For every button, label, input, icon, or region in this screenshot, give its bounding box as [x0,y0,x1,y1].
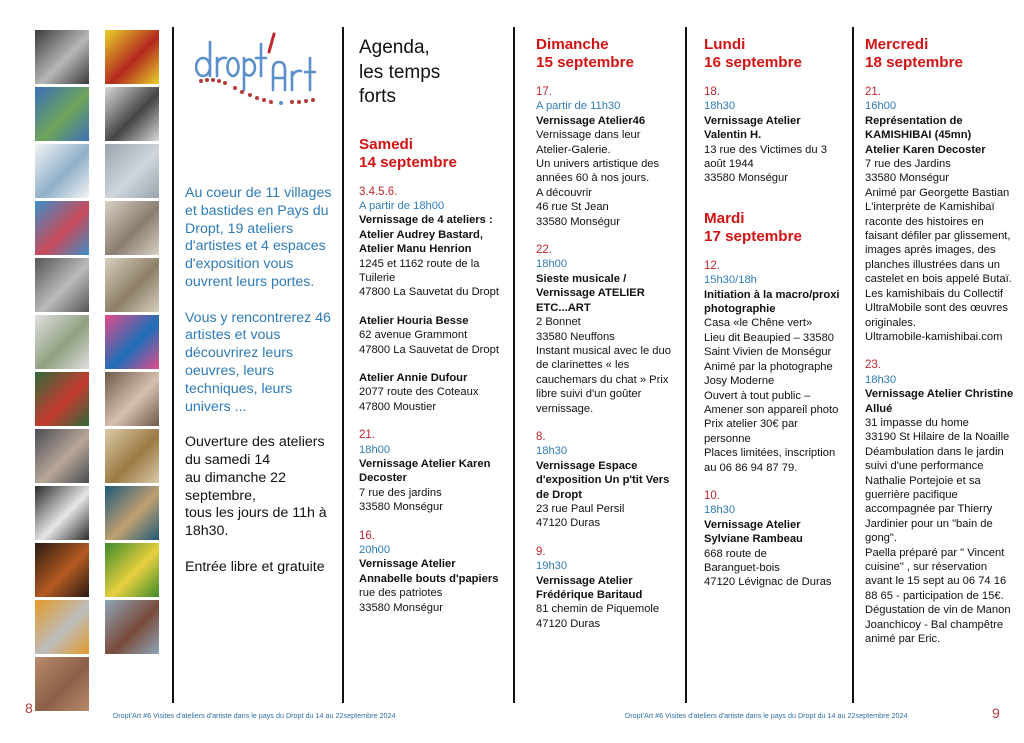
day-heading-line: 14 septembre [359,153,457,171]
event-number: 21. [865,86,881,98]
page-number-left: 8 [25,700,33,716]
event-number: 22. [536,244,552,257]
event-detail: 47120 Lévignac de Duras [704,576,832,589]
event-detail: août 1944 [704,158,754,171]
event-title: Vernissage Atelier [704,114,801,127]
event-entry [865,358,1024,646]
thumb-green-red-painting [35,372,89,426]
column-divider [172,27,174,703]
day-heading [536,36,686,72]
event-entry [704,85,852,186]
event-detail: Baranguet-bois [704,561,780,574]
day-heading [704,36,852,72]
event-detail: au 06 86 94 87 79. [704,461,798,474]
event-detail: planches illustrées dans un [865,258,1000,271]
event-time: 20h00 [359,544,391,557]
footer-caption-right: Dropt'Art #6 Visites d'ateliers d'artiste dans le pays du Dropt du 14 au 22septembre 2024 [625,711,908,720]
event-time: A partir de 11h30 [536,100,621,113]
thumb-wood-carving [35,657,89,711]
event-detail: Un univers artistique des [536,158,660,171]
opening-hours-line: 18h30. [185,523,229,540]
event-detail: Dégustation de vin de Manon [865,604,1011,617]
event-title: Initiation à la macro/proxi [704,288,840,301]
event-title: ETC...ART [536,301,591,314]
event-detail: 2077 route des Coteaux [359,386,479,399]
event-detail: suivi d'une performance [865,460,984,473]
event-detail: 47800 La Sauvetat du Dropt [359,286,499,299]
event-title: Atelier Manu Henrion [359,243,472,256]
opening-hours-line: du samedi 14 [185,451,271,468]
event-detail: 31 impasse du home [865,416,969,429]
event-entry [536,430,686,531]
day-monday [704,36,852,186]
thumb-bw-lace [35,486,89,540]
event-time: A partir de 18h00 [359,199,445,212]
event-entry [536,85,686,229]
droptart-logo [195,28,325,108]
event-detail: 13 rue des Victimes du 3 [704,143,827,156]
event-number: 17. [536,86,552,98]
agenda-title-line: Agenda, [359,37,430,58]
day-heading-line: 15 septembre [536,54,634,71]
event-detail: 46 rue St Jean [536,201,609,214]
event-entry [704,259,852,475]
event-detail: faisant défiler par glissement, [865,230,1011,243]
day-heading [359,136,509,172]
event-detail: Ultramobile-kamishibai.com [865,330,1003,343]
thumb-bridge [35,429,89,483]
thumb-colorful-abstract [35,201,89,255]
thumb-dark-interior [35,543,89,597]
event-detail: vernissage. [536,402,594,415]
event-entry [359,428,509,514]
intro-paragraph-1: Au coeur de 11 villages et bastides en Pays du Dropt, 19 ateliers d'artistes et 4 espaces d'exposition vous ouvrent leurs portes. [185,185,332,290]
event-title: Vernissage Atelier [536,574,633,587]
event-number: 23. [865,359,881,372]
intro-text [185,185,340,594]
event-title: Vernissage Atelier Christine [865,388,1014,401]
event-detail: 7 rue des jardins [359,486,442,499]
event-detail: avant le 15 sept au 06 74 16 [865,575,1007,588]
event-detail: gong". [865,532,897,545]
thumb-blue-tray [105,486,159,540]
event-detail: 47120 Duras [536,617,601,630]
column-divider [513,27,515,703]
thumb-blue-forest [35,87,89,141]
event-number: 10. [704,489,720,502]
event-entry [359,371,509,414]
event-detail: années 60 à nos jours. [536,172,650,185]
intro-paragraph-2: Vous y rencontrerez 46 artistes et vous découvrirez leurs oeuvres, leurs techniques, leurs univers ... [185,309,331,415]
event-title: Allué [865,402,893,415]
event-detail: originales. [865,316,916,329]
event-entry [704,489,852,590]
event-detail: raconte des histoires en [865,215,984,228]
agenda-column-wednesday [865,36,1024,660]
event-time: 18h30 [536,445,568,458]
agenda-column-saturday [359,36,509,629]
event-time: 15h30/18h [704,274,757,287]
day-heading [704,210,852,246]
thumb-boxes [105,372,159,426]
day-tuesday [704,210,852,590]
event-detail: UltraMobile sont des œuvres [865,302,1009,315]
thumb-grey-tree [105,144,159,198]
event-detail: Lieu dit Beaupied – 33580 [704,331,835,344]
event-detail: 62 avenue Grammont [359,329,468,342]
event-detail: 33580 Monségur [536,215,620,228]
event-title: Vernissage de 4 ateliers : [359,214,493,227]
day-wednesday [865,36,1024,646]
thumb-orange-landscape [35,600,89,654]
event-time: 18h30 [704,504,736,517]
event-title: Vernissage Espace [536,459,638,472]
agenda-column-sunday [536,36,686,645]
event-detail: 33580 Monségur [865,172,949,185]
column-divider [852,27,854,703]
event-detail: Jardinier pour un "bain de [865,517,993,530]
event-detail: 33580 Monségur [359,601,443,614]
event-title: Valentin H. [704,129,762,142]
thumb-portrait [105,600,159,654]
event-number: 16. [359,529,375,542]
event-detail: L'interprète de Kamishibaï [865,201,995,214]
event-title: photographie [704,303,776,316]
event-detail: Vernissage dans leur [536,129,641,142]
thumb-kaxu-robot [105,87,159,141]
page-number-right: 9 [992,705,1000,721]
event-detail: cauchemars du chat » Prix [536,373,669,386]
event-entry [536,243,686,416]
thumb-gold-pattern [105,429,159,483]
event-title: Atelier Annie Dufour [359,371,468,384]
event-title: Sieste musicale / [536,272,627,285]
event-number: 21. [359,429,375,442]
event-title: Atelier Houria Besse [359,314,469,327]
event-time: 19h30 [536,560,568,573]
column-divider [342,27,344,703]
event-detail: castelet en bois appelé Butaï. [865,273,1012,286]
event-detail: Instant musical avec le duo [536,344,671,357]
event-detail: personne [704,432,751,445]
day-heading-line: 18 septembre [865,54,963,71]
day-heading-line: Samedi [359,135,414,153]
agenda-title-line: les temps [359,61,441,83]
event-title: Atelier Audrey Bastard, [359,228,483,241]
event-time: 18h00 [536,258,568,271]
agenda-title-line: forts [359,86,396,107]
free-entry-note: Entrée libre et gratuite [185,558,325,575]
event-detail: 2 Bonnet [536,316,581,329]
thumb-green-square [105,543,159,597]
event-detail: 668 route de [704,547,767,560]
event-detail: Animé par Georgette Bastian [865,186,1010,199]
day-heading-line: Lundi [704,36,746,53]
event-detail: Paella préparé par " Vincent [865,546,1005,559]
event-entry [359,314,509,357]
event-detail: Amener son appareil photo [704,403,839,416]
event-detail: 33580 Monségur [359,501,443,514]
event-detail: Nathalie Portejoie et sa [865,474,981,487]
event-detail: 47800 Moustier [359,400,437,413]
thumb-pop-pattern [105,315,159,369]
event-detail: Tuilerie [359,271,396,284]
thumb-grey-figures [35,30,89,84]
event-title: Atelier Karen Decoster [865,143,986,156]
thumb-stone-sculpture [105,258,159,312]
event-number: 3.4.5.6. [359,185,398,198]
event-detail: Atelier-Galerie. [536,143,611,156]
event-entry [536,545,686,631]
event-detail: libre suivi d'un goûter [536,388,642,401]
event-time: 18h00 [359,443,391,456]
event-title: Frédérique Baritaud [536,589,643,601]
event-detail: 7 rue des Jardins [865,158,951,171]
event-number: 18. [704,86,720,98]
opening-hours-line: septembre, [185,487,256,504]
event-detail: animé par Eric. [865,633,941,646]
event-title: KAMISHIBAI (45mn) [865,129,972,142]
event-number: 8. [536,430,546,443]
event-detail: Animé par la photographe [704,360,833,373]
event-detail: Saint Vivien de Monségur [704,346,832,359]
day-heading-line: Dimanche [536,36,609,53]
event-title: Vernissage ATELIER [536,287,645,300]
thumb-misty-tree [35,315,89,369]
event-detail: 88 65 - participation de 15€. [865,589,1004,602]
event-detail: Prix atelier 30€ par [704,418,798,431]
event-entry [359,529,509,615]
day-saturday [359,136,509,616]
event-detail: A découvrir [536,186,592,199]
day-heading-line: 17 septembre [704,227,802,245]
day-sunday [536,36,686,631]
event-title: Sylviane Rambeau [704,533,803,546]
event-time: 18h30 [865,373,897,386]
day-heading-line: Mercredi [865,36,929,53]
opening-hours-line: tous les jours de 11h à [185,505,327,522]
event-title: Vernissage Atelier Karen [359,458,491,470]
event-detail: 1245 et 1162 route de la [359,257,480,270]
event-number: 12. [704,259,720,272]
event-title: Représentation de [865,114,963,127]
event-title: Vernissage Atelier [704,518,801,531]
event-detail: Les kamishibais du Collectif [865,287,1004,300]
footer-caption-left: Dropt'Art #6 Visites d'ateliers d'artiste dans le pays du Dropt du 14 au 22septembre 2024 [113,711,396,720]
opening-hours [185,434,340,541]
event-detail: Ouvert à tout public – [704,389,811,402]
event-detail: accompagnée par Thierry [865,503,993,516]
event-title: Vernissage Atelier [359,558,456,571]
day-heading-line: Mardi [704,209,745,227]
event-number: 9. [536,545,546,558]
event-detail: 33580 Neuffons [536,330,615,343]
event-detail: 81 chemin de Piquemole [536,603,660,616]
opening-hours-line: au dimanche 22 [185,469,286,486]
event-title: Decoster [359,472,407,485]
event-entry [359,185,509,300]
opening-hours-line: Ouverture des ateliers [185,434,325,451]
event-entry [865,85,1024,344]
event-detail: Places limitées, inscription [704,447,836,460]
event-title: Vernissage Atelier46 [536,114,646,127]
event-detail: de clarinettes « les [536,359,630,372]
event-detail: Josy Moderne [704,375,775,388]
event-detail: images après images, des [865,244,996,257]
day-heading-line: 16 septembre [704,54,802,71]
event-detail: Déambulation dans le jardin [865,445,1004,458]
event-title: de Dropt [536,488,582,501]
event-detail: Joanchicoy - Bal champêtre [865,618,1004,631]
event-detail: 47120 Duras [536,517,601,530]
event-title: d'exposition Un p'tit Vers [536,474,670,487]
thumb-bw-street [35,258,89,312]
event-detail: Casa «le Chêne vert» [704,317,813,330]
event-detail: rue des patriotes [359,587,443,600]
day-heading [865,36,1024,72]
agenda-title [359,36,509,110]
event-time: 18h30 [704,100,736,113]
agenda-column-monday-tuesday [704,36,852,604]
thumb-red-yellow-abstract [105,30,159,84]
thumb-horse-head [35,144,89,198]
thumb-white-sculpture [105,201,159,255]
event-detail: cuisine" , sur réservation [865,561,988,573]
event-detail: 33580 Monségur [704,172,788,185]
event-detail: 47800 La Sauvetat de Dropt [359,343,499,356]
event-detail: 23 rue Paul Persil [536,502,625,515]
event-detail: guerrière pacifique [865,488,958,501]
event-title: Annabelle bouts d'papiers [359,572,499,585]
event-detail: 33190 St Hilaire de la Noaille [865,431,1010,444]
event-time: 16h00 [865,100,897,113]
